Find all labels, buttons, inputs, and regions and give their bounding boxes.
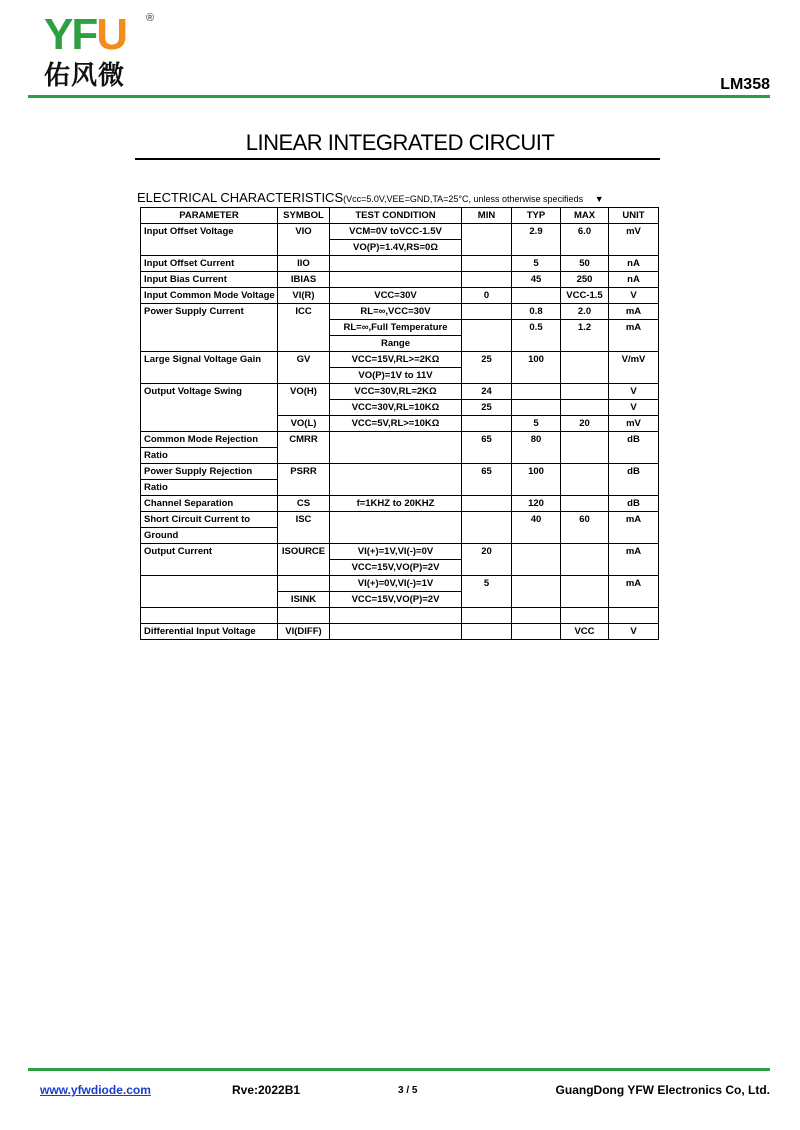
section-marker: ▼ — [594, 194, 604, 204]
col-parameter: PARAMETER — [141, 208, 278, 224]
cell-max: VCC — [561, 624, 609, 640]
cell-unit: V — [609, 288, 659, 304]
table-row — [141, 544, 659, 560]
cell-cond: VCC=5V,RL>=10KΩ — [330, 416, 462, 432]
cell-param — [141, 608, 278, 624]
cell-typ — [512, 576, 561, 608]
cell-cond: VCC=15V,VO(P)=2V — [330, 592, 462, 608]
cell-typ: 0.8 — [512, 304, 561, 320]
cell-sym: ISOURCE — [278, 544, 330, 576]
cell-sym: CMRR — [278, 432, 330, 464]
cell-unit: V — [609, 624, 659, 640]
cell-sym: VO(L) — [278, 416, 330, 432]
cell-max — [561, 432, 609, 464]
cell-sym: GV — [278, 352, 330, 384]
table-row — [141, 512, 659, 528]
cell-max: 60 — [561, 512, 609, 544]
section-heading — [137, 190, 604, 205]
cell-cond: RL=∞,Full Temperature — [330, 320, 462, 336]
cell-unit: V/mV — [609, 352, 659, 384]
cell-sym: ISC — [278, 512, 330, 544]
cell-typ: 45 — [512, 272, 561, 288]
cell-sym: VI(DIFF) — [278, 624, 330, 640]
cell-cond: VCC=30V,RL=2KΩ — [330, 384, 462, 400]
cell-min — [462, 512, 512, 544]
cell-max: 2.0 — [561, 304, 609, 320]
cell-min: 65 — [462, 464, 512, 496]
cell-cond — [330, 272, 462, 288]
cell-cond: f=1KHZ to 20KHZ — [330, 496, 462, 512]
table-row — [141, 384, 659, 400]
logo-letter-y: Y — [44, 10, 72, 59]
cell-max — [561, 352, 609, 384]
cell-max — [561, 464, 609, 496]
table-row — [141, 224, 659, 240]
cell-min — [462, 608, 512, 624]
header-row — [141, 208, 659, 224]
col-unit: UNIT — [609, 208, 659, 224]
cell-min: 25 — [462, 352, 512, 384]
cell-cond — [330, 512, 462, 544]
website-link[interactable]: www.yfwdiode.com — [40, 1083, 151, 1097]
cell-min — [462, 624, 512, 640]
cell-param: Differential Input Voltage — [141, 624, 278, 640]
cell-param: Ratio — [141, 480, 278, 496]
cell-max — [561, 400, 609, 416]
cell-typ: 100 — [512, 464, 561, 496]
cell-max — [561, 496, 609, 512]
cell-sym: VI(R) — [278, 288, 330, 304]
cell-typ: 0.5 — [512, 320, 561, 352]
cell-unit: mA — [609, 320, 659, 352]
cell-max: 250 — [561, 272, 609, 288]
company-name: GuangDong YFW Electronics Co, Ltd. — [555, 1083, 770, 1097]
cell-typ: 40 — [512, 512, 561, 544]
table-row — [141, 576, 659, 592]
cell-unit: mA — [609, 576, 659, 608]
cell-typ — [512, 624, 561, 640]
cell-unit: V — [609, 384, 659, 400]
cell-sym: ICC — [278, 304, 330, 352]
cell-param: Power Supply Rejection — [141, 464, 278, 480]
table-row — [141, 496, 659, 512]
cell-unit: dB — [609, 464, 659, 496]
cell-unit: nA — [609, 272, 659, 288]
cell-sym: CS — [278, 496, 330, 512]
col-min: MIN — [462, 208, 512, 224]
cell-cond: VO(P)=1.4V,RS=0Ω — [330, 240, 462, 256]
page-number: 3 / 5 — [398, 1085, 418, 1096]
cell-max: 1.2 — [561, 320, 609, 352]
cell-max: 20 — [561, 416, 609, 432]
cell-typ: 120 — [512, 496, 561, 512]
cell-unit: nA — [609, 256, 659, 272]
cell-param: Input Offset Current — [141, 256, 278, 272]
cell-cond — [330, 464, 462, 496]
company-logo — [40, 10, 160, 90]
cell-unit: mA — [609, 512, 659, 544]
cell-param: Short Circuit Current to — [141, 512, 278, 528]
registered-mark: ® — [146, 12, 155, 24]
cell-sym: ISINK — [278, 592, 330, 608]
cell-typ — [512, 608, 561, 624]
cell-cond: VCC=15V,VO(P)=2V — [330, 560, 462, 576]
cell-cond — [330, 432, 462, 464]
cell-typ — [512, 544, 561, 576]
cell-param: Output Voltage Swing — [141, 384, 278, 432]
cell-typ: 100 — [512, 352, 561, 384]
logo-letter-f: F — [71, 10, 97, 59]
cell-min: 25 — [462, 400, 512, 416]
cell-unit: mA — [609, 544, 659, 576]
cell-sym — [278, 576, 330, 592]
cell-cond: VCM=0V toVCC-1.5V — [330, 224, 462, 240]
cell-max — [561, 384, 609, 400]
cell-sym: VIO — [278, 224, 330, 256]
cell-max — [561, 608, 609, 624]
part-number: LM358 — [720, 76, 770, 93]
table-row — [141, 288, 659, 304]
logo-wordmark — [44, 12, 126, 58]
cell-cond — [330, 608, 462, 624]
col-typ: TYP — [512, 208, 561, 224]
cell-param: Power Supply Current — [141, 304, 278, 352]
cell-max: 6.0 — [561, 224, 609, 256]
cell-sym — [278, 608, 330, 624]
cell-param: Output Current — [141, 544, 278, 576]
cell-cond: VCC=15V,RL>=2KΩ — [330, 352, 462, 368]
cell-unit — [609, 608, 659, 624]
cell-unit: V — [609, 400, 659, 416]
cell-unit: dB — [609, 432, 659, 464]
document-title: LINEAR INTEGRATED CIRCUIT — [245, 130, 555, 155]
cell-typ — [512, 400, 561, 416]
cell-unit: mV — [609, 416, 659, 432]
cell-param: Channel Separation — [141, 496, 278, 512]
table-row — [141, 304, 659, 320]
cell-sym: IIO — [278, 256, 330, 272]
revision-label: Rve:2022B1 — [232, 1083, 301, 1097]
cell-cond: Range — [330, 336, 462, 352]
cell-typ — [512, 288, 561, 304]
cell-param: Input Bias Current — [141, 272, 278, 288]
cell-param: Input Offset Voltage — [141, 224, 278, 256]
section-conditions: (Vcc=5.0V,VEE=GND,TA=25°C, unless otherwise specifieds — [343, 194, 584, 204]
cell-min: 5 — [462, 576, 512, 608]
cell-max: 50 — [561, 256, 609, 272]
cell-sym: IBIAS — [278, 272, 330, 288]
electrical-characteristics-table — [140, 207, 659, 640]
cell-unit: dB — [609, 496, 659, 512]
cell-sym: PSRR — [278, 464, 330, 496]
cell-cond: VCC=30V,RL=10KΩ — [330, 400, 462, 416]
cell-typ: 5 — [512, 256, 561, 272]
cell-max: VCC-1.5 — [561, 288, 609, 304]
cell-typ: 2.9 — [512, 224, 561, 256]
cell-typ: 80 — [512, 432, 561, 464]
cell-min — [462, 496, 512, 512]
cell-param — [141, 576, 278, 608]
cell-cond: VI(+)=1V,VI(-)=0V — [330, 544, 462, 560]
cell-min: 65 — [462, 432, 512, 464]
col-max: MAX — [561, 208, 609, 224]
cell-sym: VO(H) — [278, 384, 330, 416]
cell-min: 0 — [462, 288, 512, 304]
logo-chinese-name: 佑风微 — [44, 61, 126, 91]
cell-unit: mA — [609, 304, 659, 320]
table-body — [141, 224, 659, 640]
cell-param: Large Signal Voltage Gain — [141, 352, 278, 384]
table-header — [141, 208, 659, 224]
cell-min — [462, 320, 512, 352]
cell-cond: RL=∞,VCC=30V — [330, 304, 462, 320]
cell-min — [462, 256, 512, 272]
header-divider — [28, 95, 770, 98]
section-title: ELECTRICAL CHARACTERISTICS — [137, 190, 344, 205]
logo-letter-u: U — [96, 10, 127, 59]
cell-param: Common Mode Rejection — [141, 432, 278, 448]
table-row — [141, 352, 659, 368]
cell-typ — [512, 384, 561, 400]
cell-min: 24 — [462, 384, 512, 400]
cell-cond — [330, 624, 462, 640]
cell-param: Ground — [141, 528, 278, 544]
cell-max — [561, 576, 609, 608]
table-row — [141, 464, 659, 480]
cell-min: 20 — [462, 544, 512, 576]
cell-min — [462, 272, 512, 288]
cell-min — [462, 224, 512, 256]
table-row — [141, 432, 659, 448]
cell-min — [462, 416, 512, 432]
table-row — [141, 272, 659, 288]
cell-cond: VO(P)=1V to 11V — [330, 368, 462, 384]
table-row — [141, 256, 659, 272]
cell-typ: 5 — [512, 416, 561, 432]
cell-cond: VCC=30V — [330, 288, 462, 304]
col-test-condition: TEST CONDITION — [330, 208, 462, 224]
footer-divider — [28, 1068, 770, 1071]
cell-cond: VI(+)=0V,VI(-)=1V — [330, 576, 462, 592]
cell-param: Ratio — [141, 448, 278, 464]
title-underline — [135, 158, 660, 160]
cell-param: Input Common Mode Voltage — [141, 288, 278, 304]
table-row — [141, 624, 659, 640]
cell-cond — [330, 256, 462, 272]
cell-unit: mV — [609, 224, 659, 256]
col-symbol: SYMBOL — [278, 208, 330, 224]
cell-min — [462, 304, 512, 320]
cell-max — [561, 544, 609, 576]
